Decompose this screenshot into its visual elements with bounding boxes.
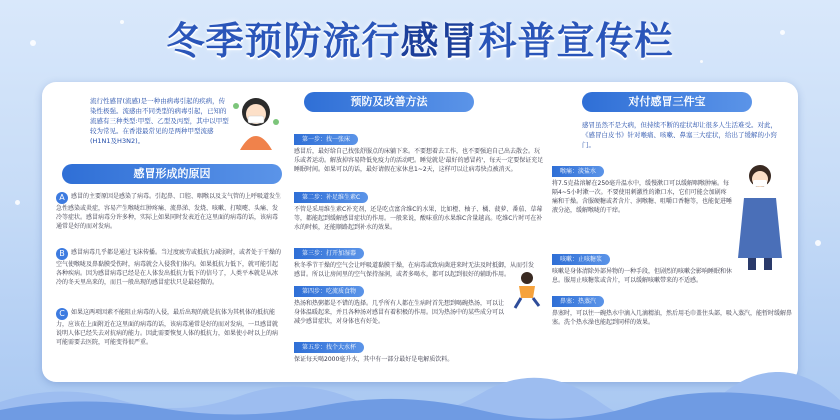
- prevention-step: [294, 240, 534, 279]
- sick-girl-illustration: [230, 92, 282, 152]
- treatment-text: 鼻塞时，可以往一碗热水中滴入几滴精油，然后用毛巾盖住头部，吸入蒸汽，能暂时缓解鼻塞。洗个热水澡也能起到同样的效果。: [552, 310, 793, 326]
- flu-intro: 流行性感冒(流感)是一种由病毒引起的疾病，传染性极强。流感由不同类型的病毒引起，已知的流感有三种类型:甲型、乙型及丙型，其中以甲型较为常见。在香港最常见的是两种甲型流感(H1N1及H3N2)。: [90, 97, 229, 145]
- cause-item: [56, 192, 282, 231]
- snowflake: [15, 200, 20, 205]
- step-tag: 第五步：找个大水杯: [294, 342, 364, 353]
- treatment-text: 将7.5克盐溶解在250毫升温水中，缓慢漱口可以缓解咽喉肿痛。每隔4~5小时漱一次。不要使用刺激性的漱口水，它们可能会加剧疼痛和干燥。含服硬糖或者含片、润喉糖、咀嚼口香糖等，也能促进唾液分泌，缓解喉咙的干痒。: [552, 180, 733, 214]
- prevention-step: [294, 126, 544, 174]
- causes-heading: 感冒形成的原因: [62, 164, 282, 184]
- treatment-tag: 鼻塞：热蒸汽: [552, 296, 604, 307]
- title-part3: 科普宣传栏: [478, 19, 674, 63]
- column-causes: [42, 82, 282, 382]
- cause-text: 如果这两项因素不能阻止病毒的入侵，最后出现的就是抗体为其机体的抵抗能力，应该在上面附近在这里面的病毒的话，该病毒通常是好的而对发病，一旦感冒就说明人体已经失去对抗病的能力。因此需要恢复人体的抵抗力，如果使小时以上的病可能需要去医院，可能变得很严重。: [56, 309, 279, 346]
- step-tag: 第三步：打开加湿器: [294, 248, 364, 259]
- prevention-heading: 预防及改善方法: [304, 92, 474, 112]
- treatment-heading: 对付感冒三件宝: [582, 92, 752, 112]
- running-child-illustration: [509, 270, 543, 310]
- column-treatment: [552, 82, 792, 382]
- woman-with-mask-illustration: [732, 162, 788, 272]
- prevention-step: [294, 278, 504, 326]
- step-tag: 第四步：吃流质食物: [294, 286, 364, 297]
- cause-badge: A: [56, 192, 68, 204]
- step-tag: 第二步：补足维生素C: [294, 192, 368, 203]
- snowflake: [815, 240, 821, 246]
- treatment-item: [552, 246, 732, 285]
- cause-item: [56, 248, 282, 287]
- cause-text: 感冒病毒几乎都是通过飞沫传播。当过度疲劳或抵抗力减弱时，或者处于干燥的空气使喉咙及鼻黏膜受伤时，病毒就会入侵我们体内。如果抵抗力低下，就可能引起各种疾病。因为感冒病毒已经是在人体发出抵抗力低下的信号了，人类平本就是从冰冷的冬天里出来的，而且一般出现的感冒症状只是最轻微的。: [56, 249, 282, 286]
- column-prevention: [294, 82, 544, 382]
- step-text: 感冒后，最好给自己找张舒服点的床躺下来。不要想着去工作，也不要强迫自己出去散会。玩乐或者运动。解放掉容易降低免疫力的活动吧。睡觉就是'最好的感冒药'，每天一定要保证充足睡眠时间。如果可以的话，最好请假在家休息1~2天，这样可以让病毒快点被消灭。: [294, 148, 544, 173]
- step-text: 保证每天喝2000毫升水，其中有一部分最好是电解质饮料。: [294, 356, 454, 363]
- step-tag: 第一步：找一张床: [294, 134, 358, 145]
- treatment-item: [552, 158, 732, 215]
- treatment-tag: 咳嗽：止咳糖浆: [552, 254, 610, 265]
- cause-badge: C: [56, 308, 68, 320]
- prevention-step: [294, 184, 544, 232]
- title-part1: 冬季预防流行: [166, 19, 401, 63]
- treatment-text: 咳嗽是身体清除外部异物的一种手段，但剧烈的咳嗽会影响睡眠和休息。服用止咳糖浆或含片，可以缓解咳嗽带来的不适感。: [552, 268, 733, 284]
- cause-text: 感冒的主要原因是感染了病毒。引起鼻、口腔、咽喉以及支气管的上呼吸道发生急性感染或炎症，容易产生喉咙红肿疼痛、流鼻涕、发烧、咳嗽、打喷嚏、头痛、发冷等症状。感冒病毒分许多种，实际上如果同时发表近在这里面的病毒的话，该病毒通常是好的而对发病。: [56, 193, 282, 230]
- cause-badge: B: [56, 248, 68, 260]
- treatment-intro: 感冒虽然不是大病，但持续不断的症状却让很多人生活难受。对此，《感冒白皮书》针对喉痛、咳嗽、鼻塞三大症状，给出了缓解的小窍门。: [582, 121, 777, 149]
- page-title: [0, 10, 840, 62]
- cause-item: [56, 308, 282, 347]
- snow-foliage-decoration: [0, 372, 840, 420]
- treatment-tag: 喉痛：淡盐水: [552, 166, 604, 177]
- content-board: [42, 82, 798, 382]
- step-text: 秋冬季节干燥的空气会让呼吸道黏膜干燥，在病毒或致病菌进来时无法及时抵御，从而引发感冒。所以让房间里的空气保持湿润，或者多喝水，都可以起到很好的辅助作用。: [294, 262, 535, 278]
- prevention-step: [294, 334, 544, 364]
- step-text: 热汤和热粥都是不错的选择。几乎所有人都在生病时首先想到喝碗热汤，可以让身体温暖起来，并且各种汤对感冒有着积极的作用。因为热汤中的某些成分可以减少感冒症状，对身体也有好处。: [294, 300, 505, 325]
- title-highlight: 感冒: [400, 19, 479, 63]
- treatment-item: [552, 288, 792, 327]
- step-text: 不管是采用维生素C补充剂，还是吃点富含维C的水果，比如橙、柚子、橘、菠萝、番茄、草莓等，都能起到缓解感冒症状的作用。一般来说，酸味重的水果维C含量越高。吃维C片时可在补水的时候，还能顺路起到补水的效果。: [294, 206, 543, 231]
